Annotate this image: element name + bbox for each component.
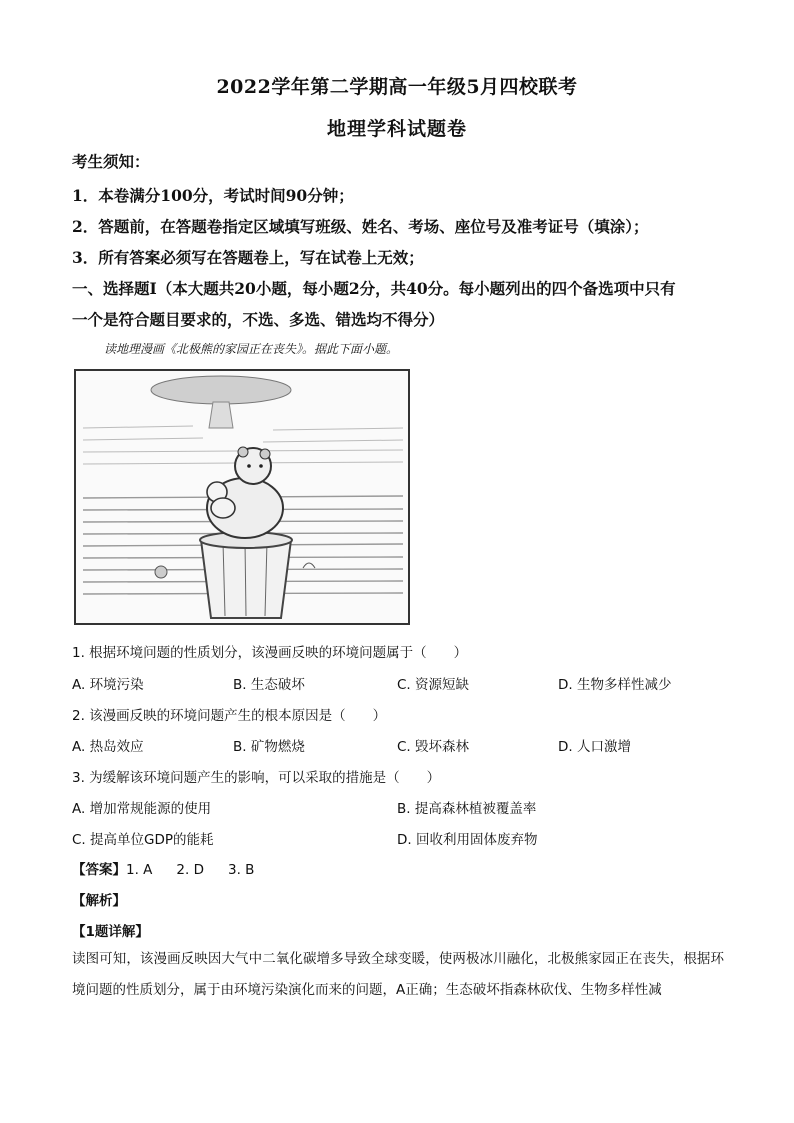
question-3-option-a: A. 增加常规能源的使用 bbox=[72, 801, 212, 817]
exam-title: 2022学年第二学期高一年级5月四校联考 bbox=[216, 76, 578, 98]
analysis-label: 【解析】 bbox=[72, 893, 126, 909]
question-3-option-b: B. 提高森林植被覆盖率 bbox=[397, 801, 537, 817]
notice-item-1: 1．本卷满分100分，考试时间90分钟； bbox=[72, 186, 354, 205]
exam-subtitle: 地理学科试题卷 bbox=[326, 118, 467, 140]
question-2-option-c: C. 毁坏森林 bbox=[397, 739, 470, 755]
notice-item-3: 3．所有答案必须写在答题卷上，写在试卷上无效； bbox=[72, 248, 424, 267]
question-1-option-b: B. 生态破坏 bbox=[233, 677, 305, 693]
question-2-option-d: D. 人口激增 bbox=[558, 739, 631, 755]
answer-label: 【答案】 bbox=[72, 862, 126, 878]
question-1-option-a: A. 环境污染 bbox=[72, 677, 144, 693]
answer-line bbox=[72, 858, 278, 878]
polar-bear-cartoon-image bbox=[73, 368, 411, 626]
question-1-option-d: D. 生物多样性减少 bbox=[558, 677, 672, 693]
detail-paragraph: 读图可知，该漫画反映因大气中二氧化碳增多导致全球变暖，使两极冰川融化，北极熊家园正在丧失，根据环境问题的性质划分，属于由环境污染演化而来的问题，A正确；生态破坏指森林砍伐、生物多样性减 bbox=[72, 951, 724, 998]
answer-value-3: 3. B bbox=[228, 862, 255, 878]
question-3-option-c: C. 提高单位GDP的能耗 bbox=[72, 832, 214, 848]
question-3-option-d: D. 回收利用固体废弃物 bbox=[397, 832, 538, 848]
question-2-option-a: A. 热岛效应 bbox=[72, 739, 144, 755]
section-heading-line2: 一个是符合题目要求的，不选、多选、错选均不得分） bbox=[72, 310, 445, 329]
detail-label: 【1题详解】 bbox=[72, 924, 149, 940]
question-2-option-b: B. 矿物燃烧 bbox=[233, 739, 305, 755]
question-2-stem: 2. 该漫画反映的环境问题产生的根本原因是（ ） bbox=[72, 708, 387, 724]
cartoon-intro: 读地理漫画《北极熊的家园正在丧失》。据此下面小题。 bbox=[104, 342, 399, 356]
notice-item-2: 2．答题前，在答题卷指定区域填写班级、姓名、考场、座位号及准考证号（填涂）； bbox=[72, 217, 649, 236]
section-heading-line1: 一、选择题Ⅰ（本大题共20小题，每小题2分，共40分。每小题列出的四个备选项中只有 bbox=[72, 279, 676, 298]
answer-value-2: 2. D bbox=[176, 862, 204, 878]
notice-heading: 考生须知： bbox=[72, 152, 150, 171]
question-3-stem: 3. 为缓解该环境问题产生的影响，可以采取的措施是（ ） bbox=[72, 770, 441, 786]
question-1-stem: 1. 根据环境问题的性质划分，该漫画反映的环境问题属于（ ） bbox=[72, 645, 468, 661]
question-1-option-c: C. 资源短缺 bbox=[397, 677, 470, 693]
answer-value-1: 1. A bbox=[126, 862, 153, 878]
